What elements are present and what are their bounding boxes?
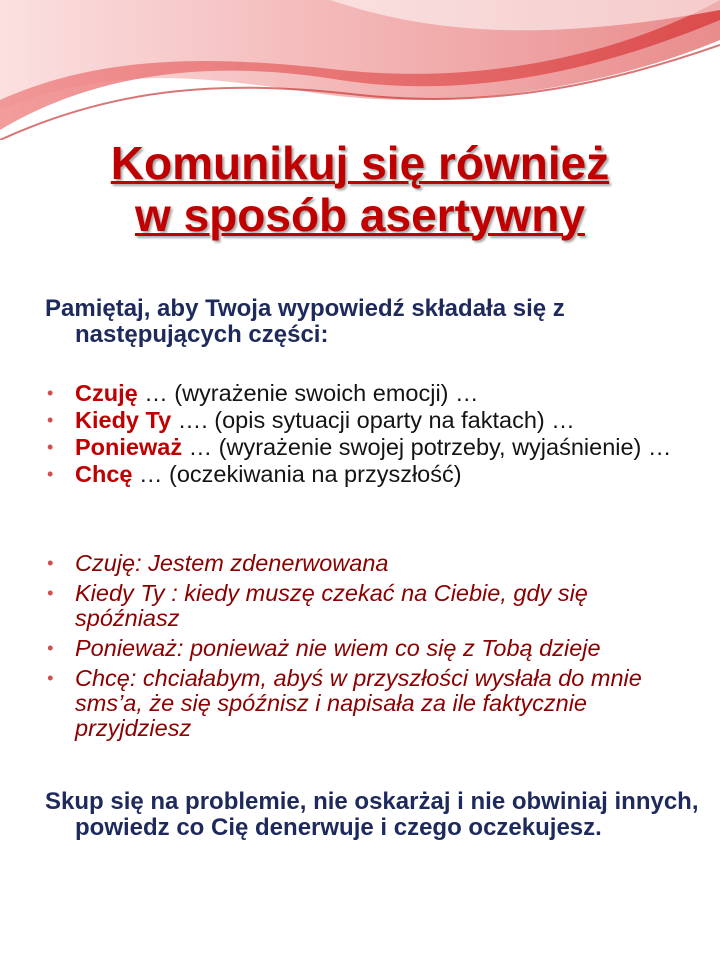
example-text: Czuję: Jestem zdenerwowana: [75, 550, 389, 576]
description: … (oczekiwania na przyszłość): [132, 461, 462, 487]
bullet-icon: •: [47, 668, 54, 688]
list-item: [45, 462, 685, 487]
keyword: Chcę: [75, 461, 133, 487]
list-item: [45, 381, 685, 406]
bullet-icon: •: [47, 410, 54, 430]
list-item: [45, 581, 685, 631]
list-item: [45, 408, 685, 433]
bullet-icon: •: [47, 638, 54, 658]
bullet-icon: •: [47, 464, 54, 484]
list-item: [45, 551, 685, 576]
message-parts-list: [45, 381, 685, 489]
keyword: Kiedy Ty: [75, 407, 172, 433]
description: … (wyrażenie swojej potrzeby, wyjaśnienie) …: [182, 434, 672, 460]
example-text: Chcę: chciałabym, abyś w przyszłości wysłała do mnie sms’a, że się spóźnisz i napisała za ile faktycznie przyjdziesz: [75, 665, 642, 741]
bullet-icon: •: [47, 583, 54, 603]
description: … (wyrażenie swoich emocji) …: [137, 380, 479, 406]
bullet-icon: •: [47, 553, 54, 573]
decorative-wave-header: [0, 0, 720, 140]
keyword: Ponieważ: [75, 434, 183, 460]
description: …. (opis sytuacji oparty na faktach) …: [171, 407, 575, 433]
intro-text: Pamiętaj, aby Twoja wypowiedź składała się z następujących części:: [45, 295, 565, 348]
title-line-1: Komunikuj się również: [110, 137, 610, 189]
bullet-icon: •: [47, 437, 54, 457]
examples-list: [45, 551, 685, 746]
title-line-2: w sposób asertywny: [135, 189, 585, 241]
example-text: Kiedy Ty : kiedy muszę czekać na Ciebie, gdy się spóźniasz: [75, 580, 588, 631]
list-item: [45, 666, 685, 741]
list-item: [45, 636, 685, 661]
example-text: Ponieważ: ponieważ nie wiem co się z Tobą dzieje: [75, 635, 601, 661]
list-item: [45, 435, 685, 460]
bullet-icon: •: [47, 383, 54, 403]
keyword: Czuję: [75, 380, 138, 406]
closing-text: Skup się na problemie, nie oskarżaj i nie obwiniaj innych, powiedz co Cię denerwuje i czego oczekujesz.: [45, 788, 699, 841]
page-title: [0, 137, 720, 241]
